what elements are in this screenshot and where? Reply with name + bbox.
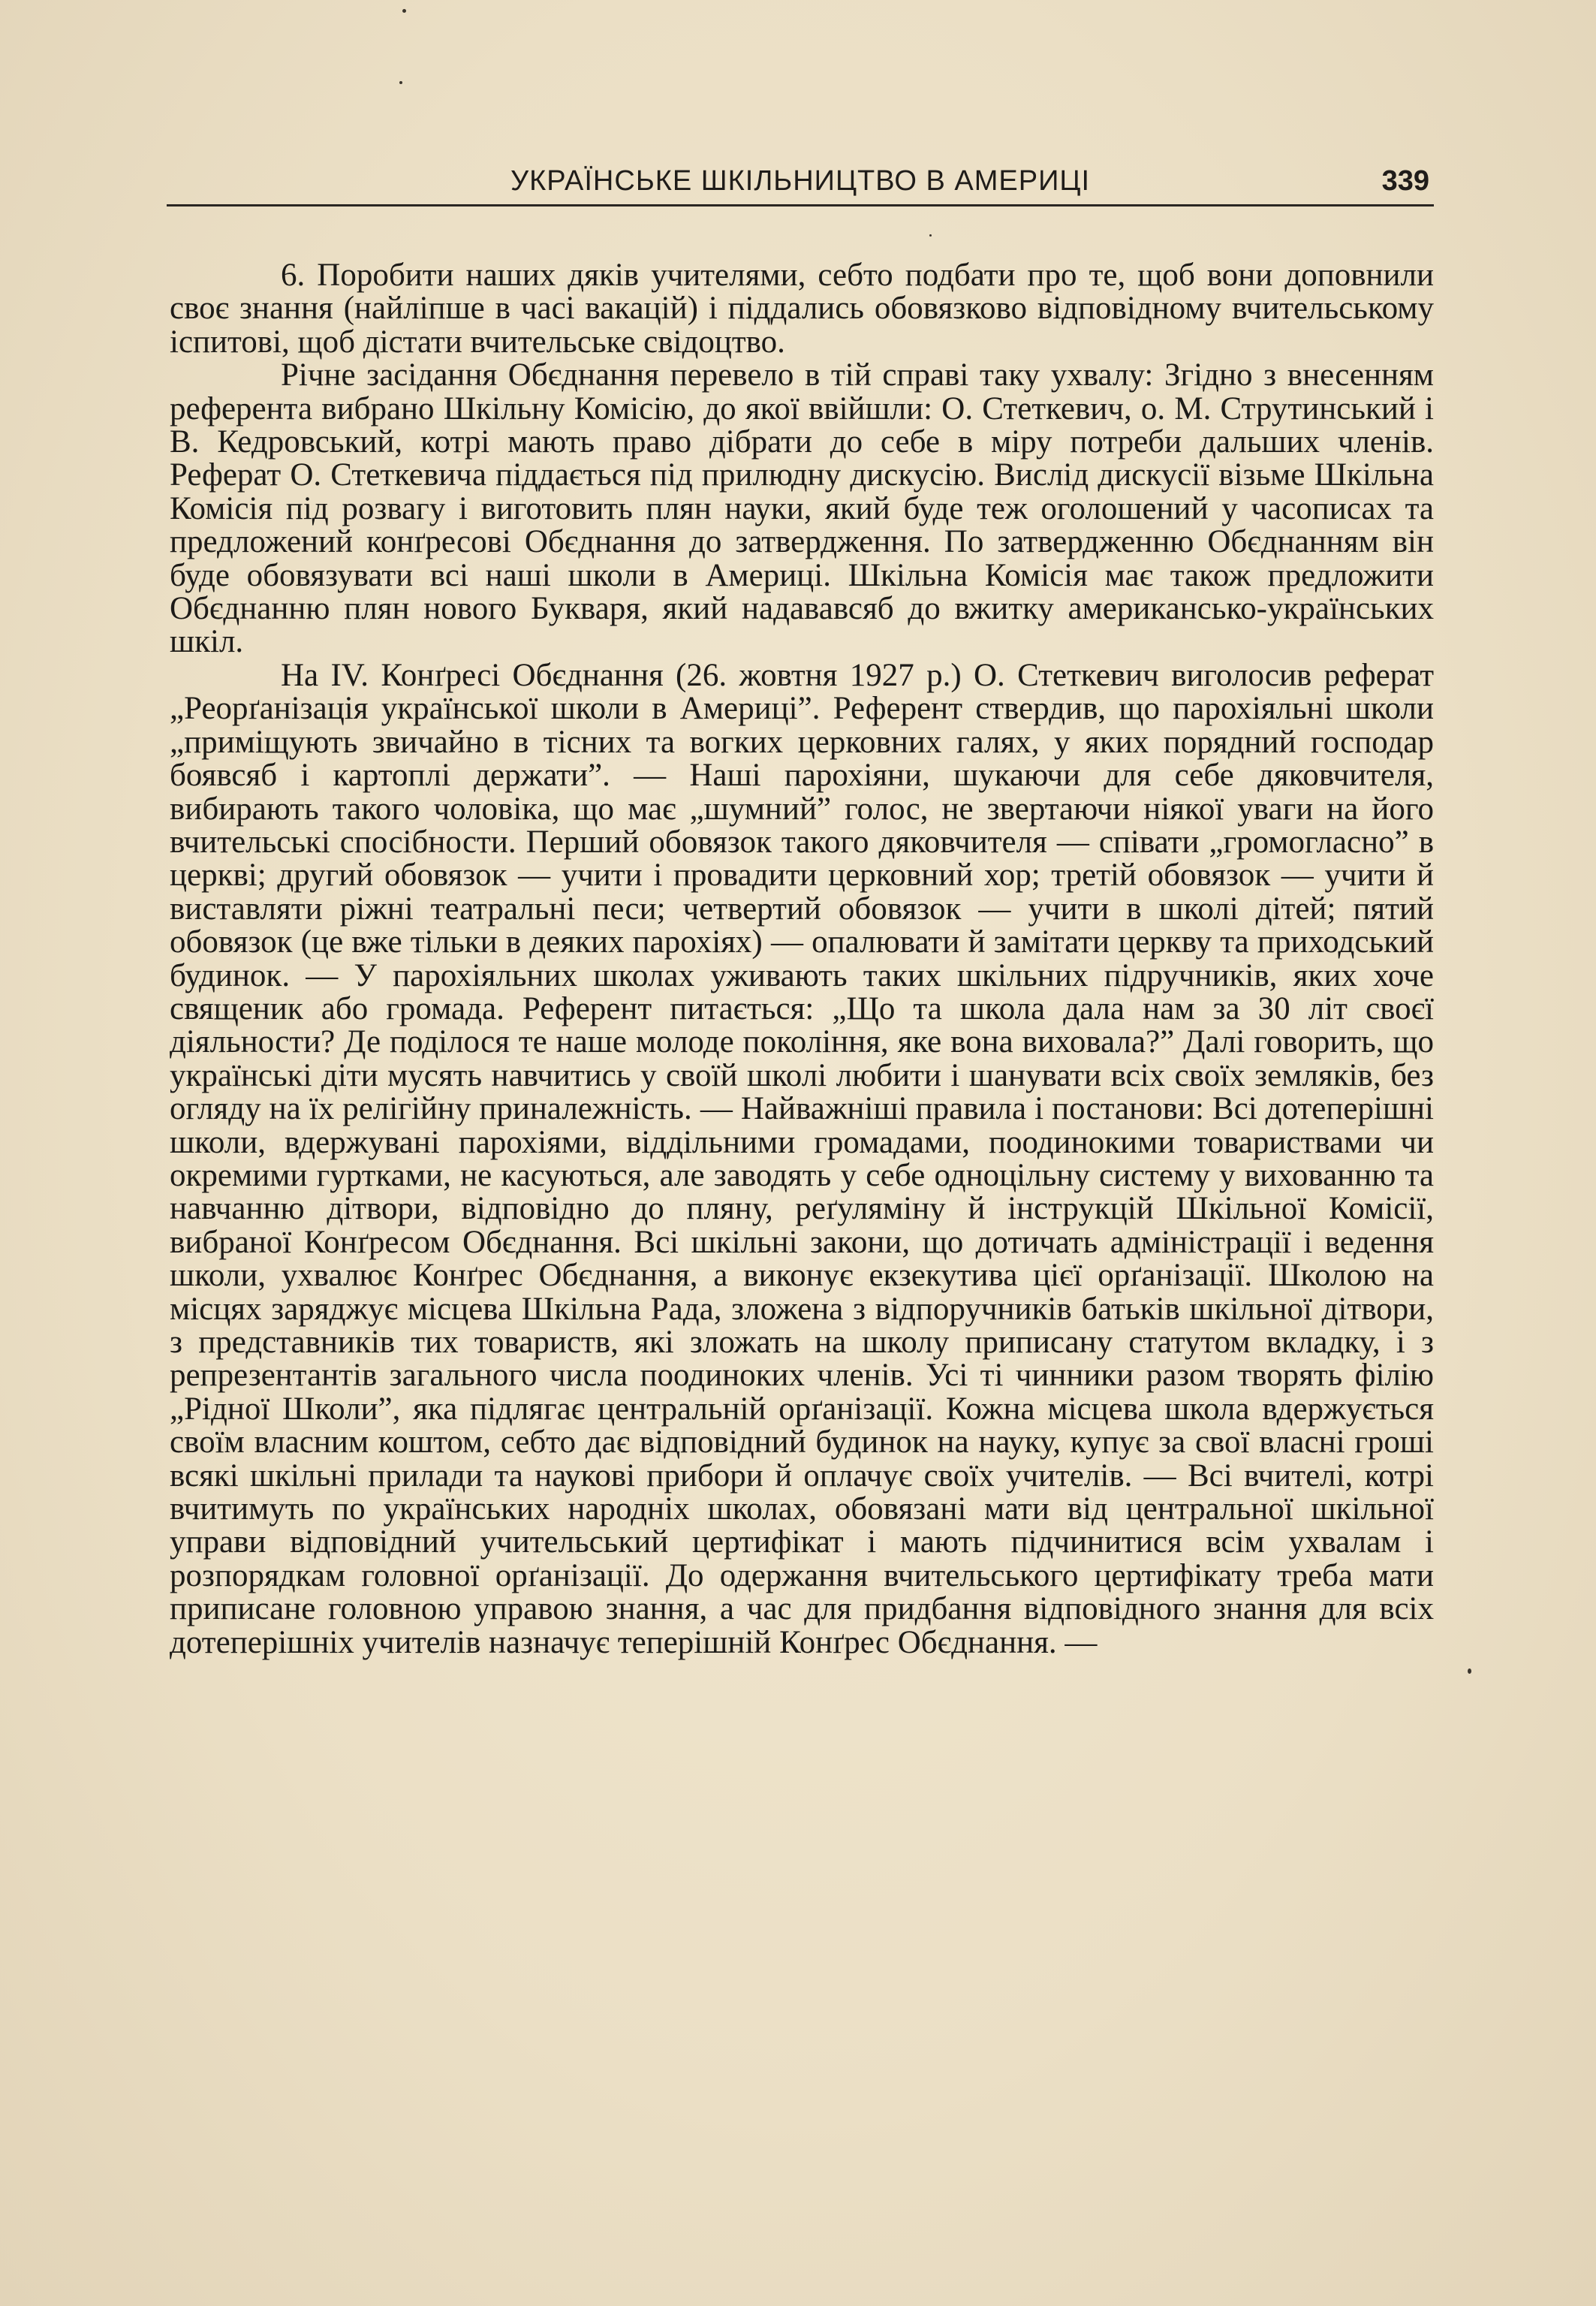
paper-speck [929, 234, 932, 237]
paper-speck [399, 81, 402, 84]
running-title: УКРАЇНСЬКЕ ШКІЛЬНИЦТВО В АМЕРИЦІ [510, 165, 1091, 197]
paper-speck [402, 9, 406, 13]
paragraph: Річне засідання Обєднання перевело в тій справі таку ухвалу: Згідно з внесенням референта вибрано Шкільну Комісію, до якої ввійшли: О. Стеткевич, о. М. Струтинський і В. Кедровський, котрі мають право дібрати до себе в міру потреби дальших членів. Реферат О. Стеткевича піддається під прилюдну дискусію. Вислід дискусії візьме Шкільна Комісія під розвагу і виготовить плян науки, який буде теж оголошений у часописах та предложений конґресові Обєднання до затвердження. По затвердженню Обєднанням він буде обовязувати всі наші школи в Америці. Шкільна Комісія має також предложити Обєднанню плян нового Букваря, який надававсяб до вжитку американсько-українських шкіл. [170, 357, 1434, 660]
paragraph: 6. Поробити наших дяків учителями, себто подбати про те, щоб вони доповнили своє знання (найліпше в часі вакацій) і піддались обовязково відповідному вчительському іспитові, щоб дістати вчительське свідоцтво. [170, 258, 1434, 360]
page-number: 339 [1381, 165, 1429, 197]
paper-speck [1468, 1668, 1471, 1674]
paragraph: На IV. Конґресі Обєднання (26. жовтня 1927 р.) О. Стеткевич виголосив реферат „Реорґанізація української школи в Америці”. Референт ствердив, що парохіяльні школи „приміщують звичайно в тісних та вогких церковних галях, у яких порядний господар боявсяб і картоплі держати”. — Наші парохіяни, шукаючи для себе дяковчителя, вибирають такого чоловіка, що має „шумний” голос, не звертаючи ніякої уваги на його вчительські спосібности. Перший обовязок такого дяковчителя — співати „громогласно” в церкві; другий обовязок — учити і провадити церковний хор; третій обовязок — учити й виставляти ріжні театральні песи; четвертий обовязок — учити в школі дітей; пятий обовязок (це вже тільки в деяких парохіях) — опалювати й замітати церкву та приходський будинок. — У парохіяльних школах уживають таких шкільних підручників, яких хоче священик або громада. Референт питається: „Що та школа дала нам за 30 літ своєї діяльности? Де поділося те наше молоде покоління, яке вона виховала?” Далі говорить, що українські діти мусять навчитись у своїй школі любити і шанувати всіх своїх земляків, без огляду на їх релігійну приналежність. — Найважніші правила і постанови: Всі дотеперішні школи, вдержувані парохіями, віддільними громадами, поодинокими товариствами чи окремими гуртками, не касуються, але заводять у себе одноцільну систему у вихованню та навчанню дітвори, відповідно до пляну, реґуляміну й інструкцій Шкільної Комісії, вибраної Конґресом Обєднання. Всі шкільні закони, що дотичать адміністрації і ведення школи, ухвалює Конґрес Обєднання, а виконує екзекутива цієї орґанізації. Школою на місцях заряджує місцева Шкільна Рада, зложена з відпоручників батьків шкільної дітвори, з представників тих товариств, які зложать на школу приписану статутом вкладку, і з репрезентантів загального числа поодиноких членів. Усі ті чинники разом творять філію „Рідної Школи”, яка підлягає центральній орґанізації. Кожна місцева школа вдержується своїм власним коштом, себто дає відповідний будинок на науку, купує за свої власні гроші всякі шкільні прилади та наукові прибори й оплачує своїх учителів. — Всі вчителі, котрі вчитимуть по українських народніх школах, обовязані мати від центральної шкільної управи відповідний учительський цертифікат і мають підчинитися всім ухвалам і розпорядкам головної орґанізації. До одержання вчительського цертифікату треба мати приписане головною управою знання, а час для придбання відповідного знання для всіх дотеперішніх учителів назначує теперішній Конґрес Обєднання. — [170, 657, 1434, 1660]
page-header [167, 159, 1434, 206]
body-text [170, 259, 1434, 1659]
